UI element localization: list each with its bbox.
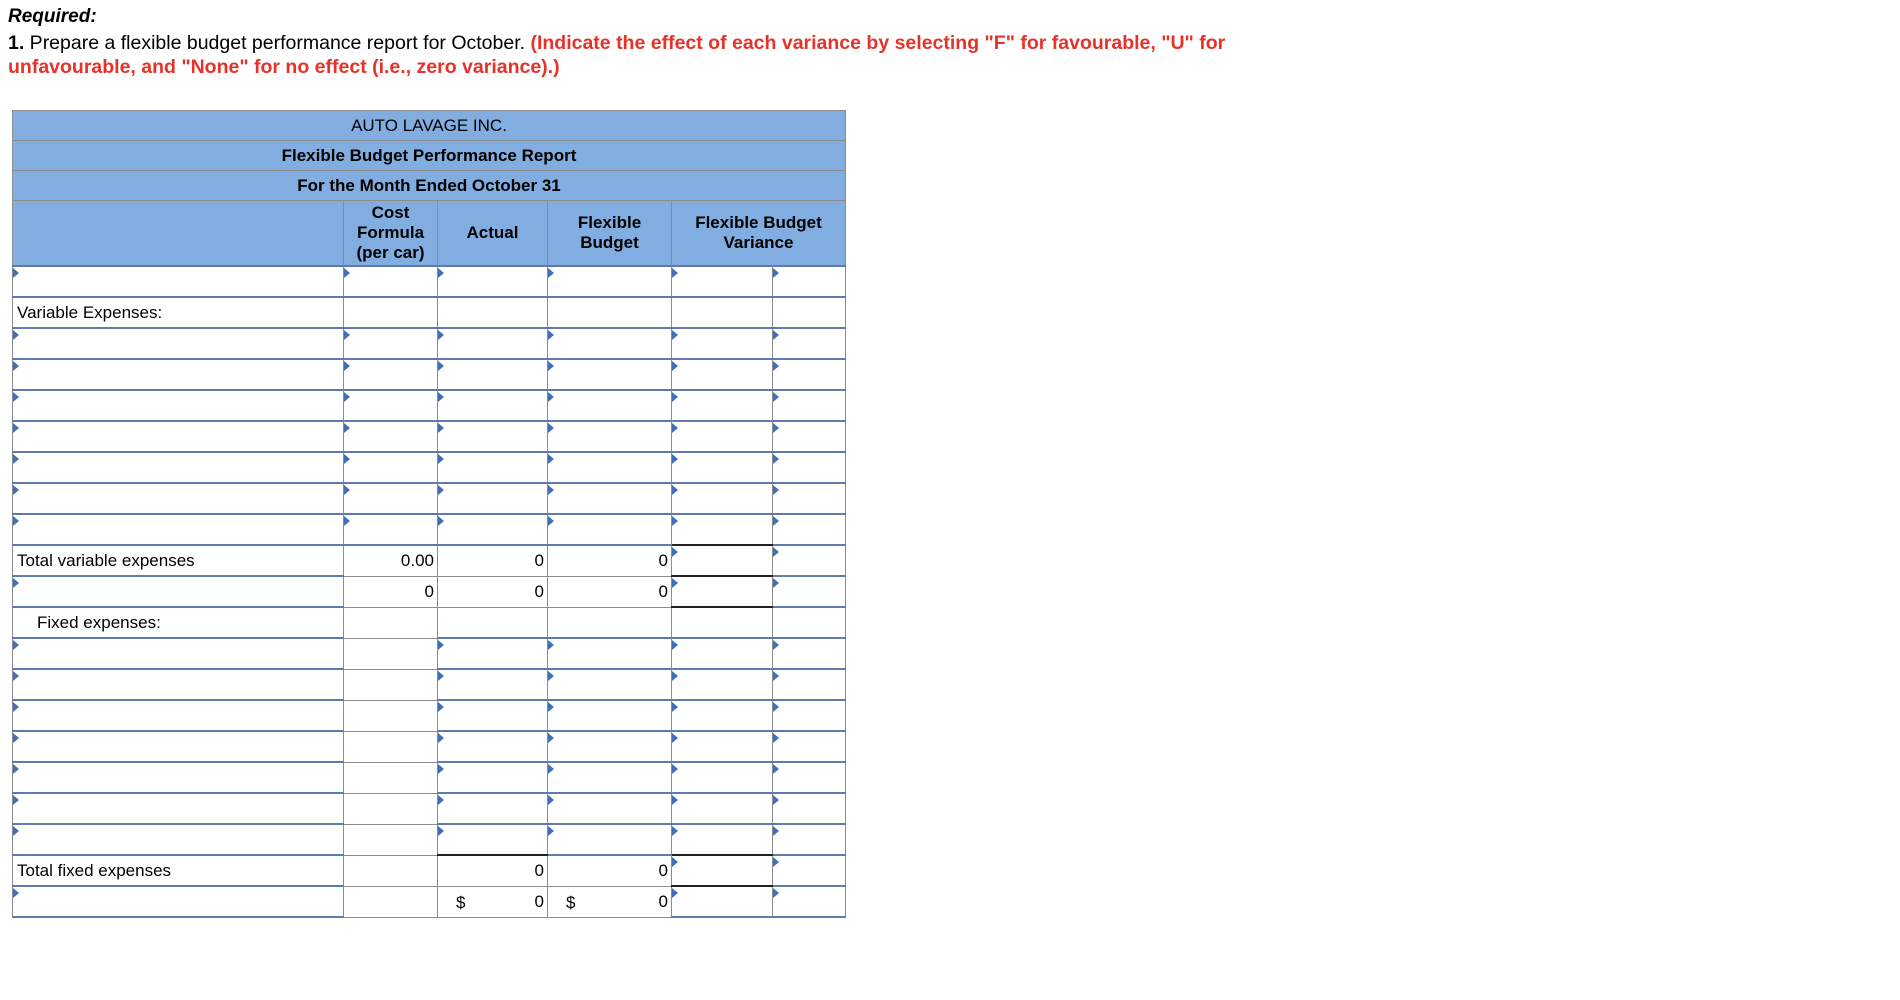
variance-header: Flexible Budget Variance	[672, 201, 846, 267]
variable-cost-formula-input[interactable]	[344, 483, 438, 514]
variable-expense-label-input[interactable]	[13, 421, 344, 452]
variable-flexible-input[interactable]	[548, 483, 672, 514]
variable-effect-select[interactable]	[773, 328, 846, 359]
fixed-actual-input[interactable]	[438, 669, 548, 700]
empty-cell	[548, 607, 672, 638]
fixed-actual-input[interactable]	[438, 700, 548, 731]
fixed-actual-input[interactable]	[438, 762, 548, 793]
variable-effect-select[interactable]	[773, 483, 846, 514]
variable-flexible-input[interactable]	[548, 390, 672, 421]
variable-variance-input[interactable]	[672, 483, 773, 514]
variable-cost-formula-input[interactable]	[344, 514, 438, 545]
variable-variance-input[interactable]	[672, 390, 773, 421]
subtotal-flexible: 0	[548, 576, 672, 607]
subtotal-variance-input[interactable]	[672, 576, 773, 607]
empty-cell	[438, 297, 548, 328]
variable-expense-label-input[interactable]	[13, 483, 344, 514]
flexible-budget-header: Flexible Budget	[548, 201, 672, 267]
empty-cell	[672, 297, 773, 328]
variable-cost-formula-input[interactable]	[344, 328, 438, 359]
fixed-flexible-input[interactable]	[548, 762, 672, 793]
variable-effect-select[interactable]	[773, 421, 846, 452]
empty-cell	[438, 607, 548, 638]
subtotal-label-input[interactable]	[13, 576, 344, 607]
variable-variance-input[interactable]	[672, 514, 773, 545]
fixed-variance-input[interactable]	[672, 824, 773, 855]
instructions	[8, 6, 1308, 79]
variable-effect-select[interactable]	[773, 514, 846, 545]
final-effect-select[interactable]	[773, 886, 846, 917]
empty-cell	[344, 762, 438, 793]
final-flexible-cell	[548, 886, 672, 917]
variable-actual-input[interactable]	[438, 483, 548, 514]
variable-variance-input[interactable]	[672, 421, 773, 452]
total-variable-variance-input[interactable]	[672, 545, 773, 576]
fixed-effect-select[interactable]	[773, 762, 846, 793]
activity-label-input[interactable]	[13, 266, 344, 297]
variable-flexible-input[interactable]	[548, 421, 672, 452]
fixed-variance-input[interactable]	[672, 669, 773, 700]
subtotal-cost-formula: 0	[344, 576, 438, 607]
fixed-effect-select[interactable]	[773, 793, 846, 824]
total-fixed-variance-input[interactable]	[672, 855, 773, 886]
total-variable-actual: 0	[438, 545, 548, 576]
variable-expenses-label: Variable Expenses:	[13, 297, 344, 328]
final-flexible: 0	[658, 891, 668, 911]
task-description: Prepare a flexible budget performance report for October.	[24, 32, 531, 54]
empty-cell	[344, 700, 438, 731]
variable-actual-input[interactable]	[438, 359, 548, 390]
variable-effect-select[interactable]	[773, 452, 846, 483]
total-fixed-label: Total fixed expenses	[13, 855, 344, 886]
empty-cell	[773, 297, 846, 328]
subtotal-actual: 0	[438, 576, 548, 607]
task-number: 1.	[8, 32, 25, 54]
fixed-actual-input[interactable]	[438, 638, 548, 669]
empty-cell	[344, 793, 438, 824]
empty-cell	[672, 607, 773, 638]
final-actual-cell	[438, 886, 548, 917]
empty-cell	[344, 297, 438, 328]
variable-expense-label-input[interactable]	[13, 514, 344, 545]
variable-variance-input[interactable]	[672, 359, 773, 390]
activity-cost-formula-input[interactable]	[344, 266, 438, 297]
variable-actual-input[interactable]	[438, 421, 548, 452]
subtotal-effect-select[interactable]	[773, 576, 846, 607]
fixed-variance-input[interactable]	[672, 700, 773, 731]
variable-flexible-input[interactable]	[548, 359, 672, 390]
fixed-flexible-input[interactable]	[548, 824, 672, 855]
fixed-effect-select[interactable]	[773, 638, 846, 669]
variable-expense-label-input[interactable]	[13, 452, 344, 483]
fixed-variance-input[interactable]	[672, 762, 773, 793]
company-name: AUTO LAVAGE INC.	[13, 111, 846, 141]
fixed-actual-input[interactable]	[438, 793, 548, 824]
fixed-expense-label-input[interactable]	[13, 638, 344, 669]
fixed-effect-select[interactable]	[773, 824, 846, 855]
total-variable-cost-formula: 0.00	[344, 545, 438, 576]
task-text	[8, 31, 1308, 79]
final-label-input[interactable]	[13, 886, 344, 917]
variable-effect-select[interactable]	[773, 390, 846, 421]
fixed-expense-label-input[interactable]	[13, 793, 344, 824]
total-variable-label: Total variable expenses	[13, 545, 344, 576]
empty-cell	[344, 731, 438, 762]
report-period: For the Month Ended October 31	[13, 171, 846, 201]
activity-flexible-input[interactable]	[548, 266, 672, 297]
fixed-expenses-label: Fixed expenses:	[13, 607, 344, 638]
activity-variance-input[interactable]	[672, 266, 773, 297]
variable-flexible-input[interactable]	[548, 328, 672, 359]
variable-cost-formula-input[interactable]	[344, 359, 438, 390]
fixed-flexible-input[interactable]	[548, 700, 672, 731]
final-actual: 0	[534, 891, 544, 911]
fixed-expense-label-input[interactable]	[13, 669, 344, 700]
actual-header: Actual	[438, 201, 548, 267]
total-fixed-actual: 0	[438, 855, 548, 886]
variable-variance-input[interactable]	[672, 328, 773, 359]
final-actual-currency: $	[456, 892, 466, 912]
fixed-effect-select[interactable]	[773, 700, 846, 731]
label-column-header	[13, 201, 344, 267]
empty-cell	[344, 607, 438, 638]
variable-expense-label-input[interactable]	[13, 328, 344, 359]
variable-cost-formula-input[interactable]	[344, 452, 438, 483]
performance-report-table	[12, 110, 846, 918]
activity-actual-input[interactable]	[438, 266, 548, 297]
variable-flexible-input[interactable]	[548, 452, 672, 483]
variable-actual-input[interactable]	[438, 514, 548, 545]
final-flexible-currency: $	[566, 892, 576, 912]
fixed-effect-select[interactable]	[773, 731, 846, 762]
variable-cost-formula-input[interactable]	[344, 421, 438, 452]
task-note: (Indicate the effect of each variance by selecting "F" for favourable, "U" for unfavourable, and "None" for no effect (i.e., zero variance).)	[8, 32, 1226, 78]
variable-actual-input[interactable]	[438, 452, 548, 483]
total-variable-flexible: 0	[548, 545, 672, 576]
variable-expense-label-input[interactable]	[13, 359, 344, 390]
fixed-effect-select[interactable]	[773, 669, 846, 700]
variable-actual-input[interactable]	[438, 390, 548, 421]
required-label: Required:	[8, 6, 97, 27]
fixed-expense-label-input[interactable]	[13, 762, 344, 793]
empty-cell	[344, 855, 438, 886]
variable-cost-formula-input[interactable]	[344, 390, 438, 421]
fixed-flexible-input[interactable]	[548, 793, 672, 824]
total-fixed-flexible: 0	[548, 855, 672, 886]
empty-cell	[548, 297, 672, 328]
empty-cell	[344, 886, 438, 917]
empty-cell	[344, 669, 438, 700]
fixed-variance-input[interactable]	[672, 793, 773, 824]
fixed-flexible-input[interactable]	[548, 638, 672, 669]
variable-actual-input[interactable]	[438, 328, 548, 359]
cost-formula-header: Cost Formula (per car)	[344, 201, 438, 267]
empty-cell	[773, 607, 846, 638]
activity-effect-select[interactable]	[773, 266, 846, 297]
final-variance-input[interactable]	[672, 886, 773, 917]
total-fixed-effect-select[interactable]	[773, 855, 846, 886]
variable-effect-select[interactable]	[773, 359, 846, 390]
fixed-expense-label-input[interactable]	[13, 824, 344, 855]
variable-variance-input[interactable]	[672, 452, 773, 483]
report-title: Flexible Budget Performance Report	[13, 141, 846, 171]
fixed-flexible-input[interactable]	[548, 669, 672, 700]
fixed-expense-label-input[interactable]	[13, 700, 344, 731]
variable-flexible-input[interactable]	[548, 514, 672, 545]
fixed-flexible-input[interactable]	[548, 731, 672, 762]
fixed-expense-label-input[interactable]	[13, 731, 344, 762]
variable-expense-label-input[interactable]	[13, 390, 344, 421]
fixed-variance-input[interactable]	[672, 638, 773, 669]
fixed-actual-input[interactable]	[438, 824, 548, 855]
empty-cell	[344, 638, 438, 669]
empty-cell	[344, 824, 438, 855]
total-variable-effect-select[interactable]	[773, 545, 846, 576]
fixed-actual-input[interactable]	[438, 731, 548, 762]
fixed-variance-input[interactable]	[672, 731, 773, 762]
